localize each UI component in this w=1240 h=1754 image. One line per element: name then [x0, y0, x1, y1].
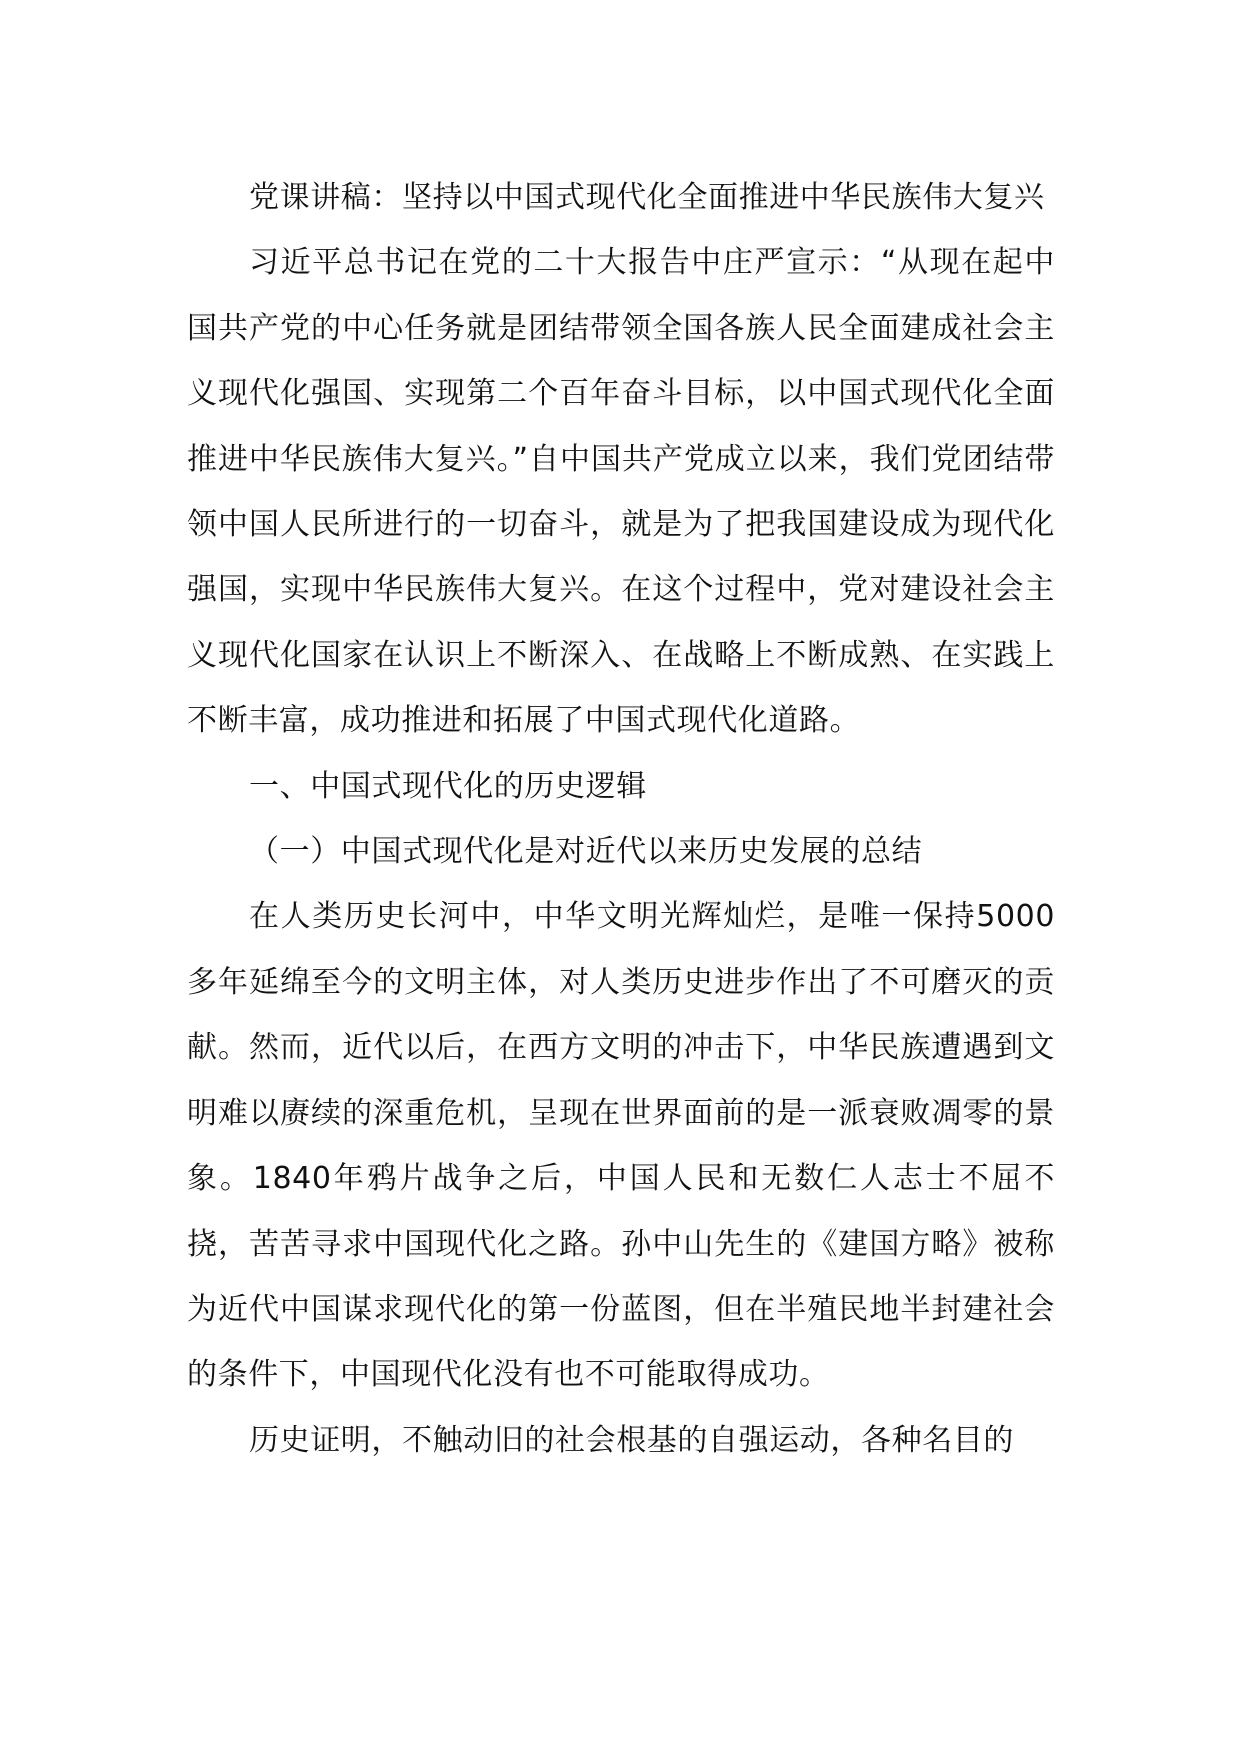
subsection-heading: （一）中国式现代化是对近代以来历史发展的总结	[249, 834, 923, 870]
document-title: 党课讲稿：坚持以中国式现代化全面推进中华民族伟大复兴	[249, 180, 1045, 215]
document-body	[187, 165, 1055, 1473]
body-paragraph-continued: 历史证明，不触动旧的社会根基的自强运动，各种名目的	[249, 1422, 1014, 1458]
body-paragraph: 在人类历史长河中，中华文明光辉灿烂，是唯一保持5000多年延绵至今的文明主体，对人类历史进步作出了不可磨灭的贡献。然而，近代以后，在西方文明的冲击下，中华民族遭遇到文明难以赓续的深重危机，呈现在世界面前的是一派衰败凋零的景象。1840年鸦片战争之后，中国人民和无数仁人志士不屈不挠，苦苦寻求中国现代化之路。孙中山先生的《建国方略》被称为近代中国谋求现代化的第一份蓝图，但在半殖民地半封建社会的条件下，中国现代化没有也不可能取得成功。	[187, 899, 1055, 1393]
section-heading: 一、中国式现代化的历史逻辑	[249, 768, 647, 804]
intro-paragraph: 习近平总书记在党的二十大报告中庄严宣示：“从现在起中国共产党的中心任务就是团结带领全国各族人民全面建成社会主义现代化强国、实现第二个百年奋斗目标，以中国式现代化全面推进中华民族伟大复兴。”自中国共产党成立以来，我们党团结带领中国人民所进行的一切奋斗，就是为了把我国建设成为现代化强国，实现中华民族伟大复兴。在这个过程中，党对建设社会主义现代化国家在认识上不断深入、在战略上不断成熟、在实践上不断丰富，成功推进和拓展了中国式现代化道路。	[187, 245, 1055, 739]
